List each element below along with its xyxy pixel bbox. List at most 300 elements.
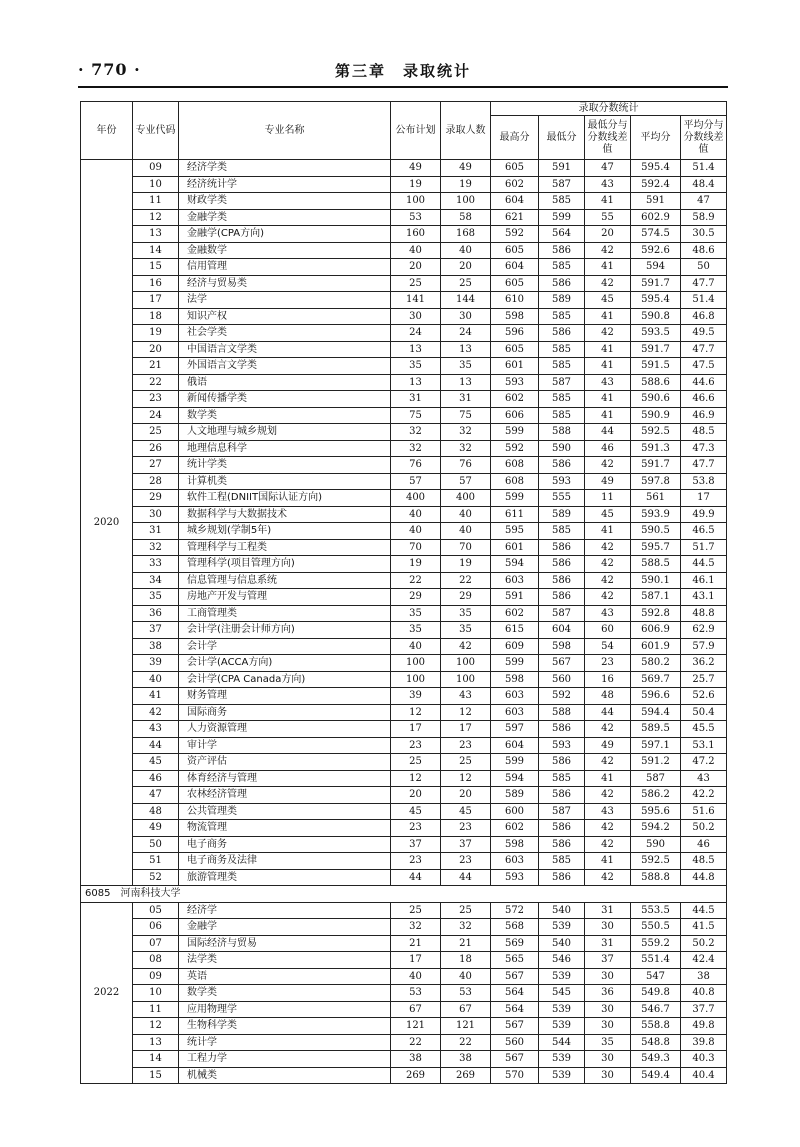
cell-avg: 558.8 — [631, 1018, 681, 1035]
cell-min: 539 — [539, 1001, 585, 1018]
cell-avg-diff: 48.6 — [681, 242, 727, 259]
cell-avg: 586.2 — [631, 787, 681, 804]
table-row — [81, 407, 727, 424]
cell-min: 588 — [539, 424, 585, 441]
cell-max: 594 — [491, 770, 539, 787]
table-row — [81, 176, 727, 193]
cell-min: 560 — [539, 671, 585, 688]
cell-min: 555 — [539, 490, 585, 507]
cell-max: 599 — [491, 655, 539, 672]
cell-min-diff: 42 — [585, 242, 631, 259]
cell-plan: 32 — [391, 424, 441, 441]
cell-plan: 40 — [391, 968, 441, 985]
cell-admitted: 19 — [441, 176, 491, 193]
cell-avg: 588.5 — [631, 556, 681, 573]
cell-plan: 75 — [391, 407, 441, 424]
cell-max: 601 — [491, 539, 539, 556]
cell-name: 法学类 — [179, 952, 391, 969]
cell-name: 软件工程(DNIIT国际认证方向) — [179, 490, 391, 507]
cell-avg-diff: 49.5 — [681, 325, 727, 342]
cell-avg: 591.7 — [631, 457, 681, 474]
cell-max: 602 — [491, 605, 539, 622]
cell-max: 593 — [491, 869, 539, 886]
cell-min: 585 — [539, 259, 585, 276]
cell-max: 602 — [491, 176, 539, 193]
cell-max: 591 — [491, 589, 539, 606]
table-row — [81, 952, 727, 969]
table-row — [81, 721, 727, 738]
cell-plan: 29 — [391, 589, 441, 606]
cell-name: 信息管理与信息系统 — [179, 572, 391, 589]
cell-avg-diff: 25.7 — [681, 671, 727, 688]
cell-admitted: 121 — [441, 1018, 491, 1035]
table-row — [81, 1067, 727, 1084]
cell-avg: 590.8 — [631, 308, 681, 325]
table-row — [81, 787, 727, 804]
cell-code: 13 — [133, 1034, 179, 1051]
cell-max: 569 — [491, 935, 539, 952]
cell-code: 30 — [133, 506, 179, 523]
cell-name: 体育经济与管理 — [179, 770, 391, 787]
cell-max: 599 — [491, 754, 539, 771]
cell-plan: 53 — [391, 985, 441, 1002]
table-row — [81, 325, 727, 342]
cell-plan: 100 — [391, 671, 441, 688]
cell-avg-diff: 53.1 — [681, 737, 727, 754]
cell-avg: 591.7 — [631, 341, 681, 358]
cell-min-diff: 41 — [585, 308, 631, 325]
cell-min: 585 — [539, 770, 585, 787]
col-max-header: 最高分 — [491, 116, 539, 160]
cell-admitted: 35 — [441, 358, 491, 375]
table-row — [81, 1001, 727, 1018]
table-row — [81, 523, 727, 540]
cell-max: 565 — [491, 952, 539, 969]
cell-name: 地理信息科学 — [179, 440, 391, 457]
cell-max: 601 — [491, 358, 539, 375]
cell-name: 应用物理学 — [179, 1001, 391, 1018]
cell-plan: 39 — [391, 688, 441, 705]
cell-avg: 594.2 — [631, 820, 681, 837]
table-row — [81, 836, 727, 853]
cell-min-diff: 49 — [585, 473, 631, 490]
cell-min: 588 — [539, 704, 585, 721]
cell-plan: 23 — [391, 820, 441, 837]
cell-min: 591 — [539, 160, 585, 177]
cell-plan: 25 — [391, 275, 441, 292]
table-row — [81, 160, 727, 177]
cell-min-diff: 43 — [585, 605, 631, 622]
cell-max: 567 — [491, 1051, 539, 1068]
table-row — [81, 605, 727, 622]
cell-avg-diff: 38 — [681, 968, 727, 985]
table-row — [81, 902, 727, 919]
cell-code: 09 — [133, 968, 179, 985]
cell-min-diff: 35 — [585, 1034, 631, 1051]
cell-max: 598 — [491, 308, 539, 325]
cell-min: 586 — [539, 589, 585, 606]
cell-min-diff: 41 — [585, 341, 631, 358]
cell-avg: 594 — [631, 259, 681, 276]
cell-plan: 40 — [391, 242, 441, 259]
cell-plan: 13 — [391, 341, 441, 358]
cell-min-diff: 43 — [585, 803, 631, 820]
cell-avg: 592.8 — [631, 605, 681, 622]
cell-name: 会计学(ACCA方向) — [179, 655, 391, 672]
cell-min-diff: 42 — [585, 457, 631, 474]
cell-admitted: 100 — [441, 671, 491, 688]
cell-avg-diff: 46.8 — [681, 308, 727, 325]
cell-name: 信用管理 — [179, 259, 391, 276]
cell-min-diff: 41 — [585, 523, 631, 540]
cell-min: 539 — [539, 1067, 585, 1084]
cell-plan: 40 — [391, 638, 441, 655]
cell-admitted: 100 — [441, 655, 491, 672]
cell-code: 43 — [133, 721, 179, 738]
cell-code: 05 — [133, 902, 179, 919]
cell-avg-diff: 48.8 — [681, 605, 727, 622]
cell-name: 金融学(CPA方向) — [179, 226, 391, 243]
cell-min: 586 — [539, 754, 585, 771]
table-row — [81, 424, 727, 441]
cell-plan: 13 — [391, 374, 441, 391]
cell-avg-diff: 42.4 — [681, 952, 727, 969]
cell-min: 585 — [539, 193, 585, 210]
cell-code: 25 — [133, 424, 179, 441]
cell-min-diff: 48 — [585, 688, 631, 705]
cell-min: 593 — [539, 737, 585, 754]
cell-min: 586 — [539, 836, 585, 853]
cell-plan: 37 — [391, 836, 441, 853]
table-row — [81, 209, 727, 226]
cell-min: 599 — [539, 209, 585, 226]
cell-plan: 269 — [391, 1067, 441, 1084]
cell-admitted: 17 — [441, 721, 491, 738]
cell-name: 房地产开发与管理 — [179, 589, 391, 606]
cell-min-diff: 30 — [585, 1018, 631, 1035]
cell-avg: 601.9 — [631, 638, 681, 655]
cell-name: 经济学类 — [179, 160, 391, 177]
cell-admitted: 22 — [441, 1034, 491, 1051]
cell-code: 16 — [133, 275, 179, 292]
cell-max: 596 — [491, 325, 539, 342]
cell-plan: 400 — [391, 490, 441, 507]
cell-avg-diff: 47.3 — [681, 440, 727, 457]
cell-plan: 57 — [391, 473, 441, 490]
cell-min-diff: 47 — [585, 160, 631, 177]
cell-admitted: 25 — [441, 754, 491, 771]
table-row — [81, 803, 727, 820]
table-row — [81, 1051, 727, 1068]
cell-avg-diff: 44.6 — [681, 374, 727, 391]
cell-admitted: 18 — [441, 952, 491, 969]
table-row — [81, 457, 727, 474]
cell-min-diff: 41 — [585, 259, 631, 276]
cell-code: 48 — [133, 803, 179, 820]
cell-avg-diff: 46.5 — [681, 523, 727, 540]
cell-avg: 597.1 — [631, 737, 681, 754]
cell-admitted: 25 — [441, 275, 491, 292]
cell-name: 新闻传播学类 — [179, 391, 391, 408]
cell-avg-diff: 50.4 — [681, 704, 727, 721]
cell-min-diff: 30 — [585, 919, 631, 936]
cell-max: 603 — [491, 572, 539, 589]
cell-plan: 21 — [391, 935, 441, 952]
cell-max: 597 — [491, 721, 539, 738]
cell-avg-diff: 17 — [681, 490, 727, 507]
cell-avg: 602.9 — [631, 209, 681, 226]
cell-plan: 100 — [391, 655, 441, 672]
cell-min-diff: 41 — [585, 391, 631, 408]
cell-avg-diff: 52.6 — [681, 688, 727, 705]
cell-plan: 40 — [391, 523, 441, 540]
cell-admitted: 168 — [441, 226, 491, 243]
cell-plan: 19 — [391, 556, 441, 573]
cell-code: 34 — [133, 572, 179, 589]
cell-name: 金融数学 — [179, 242, 391, 259]
cell-min-diff: 60 — [585, 622, 631, 639]
cell-avg: 549.8 — [631, 985, 681, 1002]
cell-min-diff: 45 — [585, 292, 631, 309]
cell-admitted: 20 — [441, 787, 491, 804]
cell-avg: 595.7 — [631, 539, 681, 556]
cell-code: 35 — [133, 589, 179, 606]
cell-admitted: 13 — [441, 374, 491, 391]
cell-avg: 597.8 — [631, 473, 681, 490]
cell-plan: 25 — [391, 902, 441, 919]
cell-avg: 569.7 — [631, 671, 681, 688]
table-row — [81, 737, 727, 754]
cell-min-diff: 37 — [585, 952, 631, 969]
cell-avg-diff: 48.4 — [681, 176, 727, 193]
col-min-diff-header: 最低分与分数线差值 — [585, 116, 631, 160]
cell-max: 600 — [491, 803, 539, 820]
cell-code: 44 — [133, 737, 179, 754]
cell-plan: 35 — [391, 622, 441, 639]
table-row — [81, 193, 727, 210]
cell-avg: 592.4 — [631, 176, 681, 193]
cell-min-diff: 41 — [585, 193, 631, 210]
table-row — [81, 754, 727, 771]
cell-min: 586 — [539, 242, 585, 259]
cell-name: 旅游管理类 — [179, 869, 391, 886]
cell-min-diff: 30 — [585, 1067, 631, 1084]
cell-max: 615 — [491, 622, 539, 639]
cell-name: 知识产权 — [179, 308, 391, 325]
cell-name: 英语 — [179, 968, 391, 985]
col-avg-diff-header: 平均分与分数线差值 — [681, 116, 727, 160]
cell-admitted: 12 — [441, 704, 491, 721]
cell-min-diff: 42 — [585, 721, 631, 738]
cell-avg: 593.5 — [631, 325, 681, 342]
cell-avg-diff: 44.5 — [681, 902, 727, 919]
cell-avg-diff: 50 — [681, 259, 727, 276]
cell-code: 06 — [133, 919, 179, 936]
header-rule — [78, 86, 728, 88]
cell-avg: 580.2 — [631, 655, 681, 672]
table-row — [81, 688, 727, 705]
cell-min-diff: 30 — [585, 968, 631, 985]
cell-avg-diff: 43.1 — [681, 589, 727, 606]
cell-avg-diff: 46.6 — [681, 391, 727, 408]
cell-name: 数学类 — [179, 985, 391, 1002]
cell-avg: 559.2 — [631, 935, 681, 952]
table-row — [81, 292, 727, 309]
cell-min: 586 — [539, 539, 585, 556]
cell-max: 592 — [491, 226, 539, 243]
cell-min-diff: 46 — [585, 440, 631, 457]
cell-min: 586 — [539, 787, 585, 804]
cell-name: 财政学类 — [179, 193, 391, 210]
year-cell: 2020 — [81, 160, 133, 886]
cell-admitted: 35 — [441, 622, 491, 639]
table-row — [81, 556, 727, 573]
cell-plan: 19 — [391, 176, 441, 193]
cell-avg: 589.5 — [631, 721, 681, 738]
cell-admitted: 40 — [441, 968, 491, 985]
cell-avg: 547 — [631, 968, 681, 985]
cell-min: 539 — [539, 968, 585, 985]
cell-plan: 32 — [391, 919, 441, 936]
cell-admitted: 21 — [441, 935, 491, 952]
cell-avg: 574.5 — [631, 226, 681, 243]
cell-max: 603 — [491, 688, 539, 705]
year-cell: 2022 — [81, 902, 133, 1084]
cell-min-diff: 41 — [585, 853, 631, 870]
cell-avg: 595.4 — [631, 160, 681, 177]
cell-code: 10 — [133, 176, 179, 193]
cell-plan: 31 — [391, 391, 441, 408]
cell-plan: 22 — [391, 1034, 441, 1051]
cell-avg-diff: 49.9 — [681, 506, 727, 523]
cell-max: 603 — [491, 853, 539, 870]
cell-code: 45 — [133, 754, 179, 771]
cell-max: 592 — [491, 440, 539, 457]
table-row — [81, 391, 727, 408]
cell-max: 608 — [491, 473, 539, 490]
col-avg-header: 平均分 — [631, 116, 681, 160]
cell-plan: 45 — [391, 803, 441, 820]
cell-plan: 67 — [391, 1001, 441, 1018]
cell-plan: 76 — [391, 457, 441, 474]
cell-name: 物流管理 — [179, 820, 391, 837]
cell-min: 586 — [539, 572, 585, 589]
cell-code: 51 — [133, 853, 179, 870]
cell-code: 20 — [133, 341, 179, 358]
cell-min-diff: 20 — [585, 226, 631, 243]
table-row — [81, 539, 727, 556]
cell-max: 608 — [491, 457, 539, 474]
cell-name: 中国语言文学类 — [179, 341, 391, 358]
cell-min-diff: 42 — [585, 275, 631, 292]
cell-min: 585 — [539, 407, 585, 424]
cell-admitted: 67 — [441, 1001, 491, 1018]
cell-min: 539 — [539, 1018, 585, 1035]
cell-avg-diff: 40.4 — [681, 1067, 727, 1084]
cell-min: 592 — [539, 688, 585, 705]
cell-code: 33 — [133, 556, 179, 573]
cell-max: 599 — [491, 490, 539, 507]
col-plan-header: 公布计划 — [391, 102, 441, 160]
cell-avg-diff: 39.8 — [681, 1034, 727, 1051]
cell-min-diff: 49 — [585, 737, 631, 754]
table-row — [81, 985, 727, 1002]
cell-admitted: 400 — [441, 490, 491, 507]
cell-name: 会计学 — [179, 638, 391, 655]
score-stats-group-header: 录取分数统计 — [491, 102, 727, 116]
cell-max: 599 — [491, 424, 539, 441]
table-row — [81, 671, 727, 688]
cell-max: 598 — [491, 836, 539, 853]
cell-min: 587 — [539, 605, 585, 622]
cell-avg: 591 — [631, 193, 681, 210]
cell-code: 50 — [133, 836, 179, 853]
cell-avg-diff: 51.7 — [681, 539, 727, 556]
school-section — [81, 886, 727, 903]
cell-min: 587 — [539, 374, 585, 391]
cell-plan: 49 — [391, 160, 441, 177]
cell-avg-diff: 40.3 — [681, 1051, 727, 1068]
cell-max: 605 — [491, 341, 539, 358]
cell-plan: 12 — [391, 704, 441, 721]
cell-min-diff: 31 — [585, 902, 631, 919]
cell-max: 595 — [491, 523, 539, 540]
cell-min: 587 — [539, 176, 585, 193]
cell-name: 公共管理类 — [179, 803, 391, 820]
cell-avg-diff: 48.5 — [681, 424, 727, 441]
cell-min: 567 — [539, 655, 585, 672]
table-row — [81, 374, 727, 391]
table-row — [81, 572, 727, 589]
cell-code: 52 — [133, 869, 179, 886]
cell-plan: 70 — [391, 539, 441, 556]
cell-min-diff: 44 — [585, 424, 631, 441]
cell-min: 585 — [539, 308, 585, 325]
cell-avg-diff: 49.8 — [681, 1018, 727, 1035]
cell-code: 32 — [133, 539, 179, 556]
table-row — [81, 935, 727, 952]
table-row — [81, 638, 727, 655]
cell-code: 18 — [133, 308, 179, 325]
cell-min-diff: 42 — [585, 869, 631, 886]
cell-avg: 593.9 — [631, 506, 681, 523]
cell-min: 540 — [539, 902, 585, 919]
cell-min: 593 — [539, 473, 585, 490]
cell-max: 611 — [491, 506, 539, 523]
cell-avg: 550.5 — [631, 919, 681, 936]
table-row — [81, 308, 727, 325]
cell-plan: 121 — [391, 1018, 441, 1035]
cell-avg: 590 — [631, 836, 681, 853]
table-row — [81, 622, 727, 639]
cell-max: 602 — [491, 820, 539, 837]
cell-name: 人力资源管理 — [179, 721, 391, 738]
cell-code: 07 — [133, 935, 179, 952]
table-row — [81, 242, 727, 259]
cell-admitted: 45 — [441, 803, 491, 820]
cell-avg-diff: 45.5 — [681, 721, 727, 738]
cell-code: 47 — [133, 787, 179, 804]
cell-code: 27 — [133, 457, 179, 474]
cell-min: 586 — [539, 869, 585, 886]
cell-admitted: 40 — [441, 523, 491, 540]
cell-code: 40 — [133, 671, 179, 688]
cell-plan: 38 — [391, 1051, 441, 1068]
cell-avg-diff: 50.2 — [681, 935, 727, 952]
cell-max: 603 — [491, 704, 539, 721]
cell-max: 567 — [491, 1018, 539, 1035]
cell-max: 567 — [491, 968, 539, 985]
